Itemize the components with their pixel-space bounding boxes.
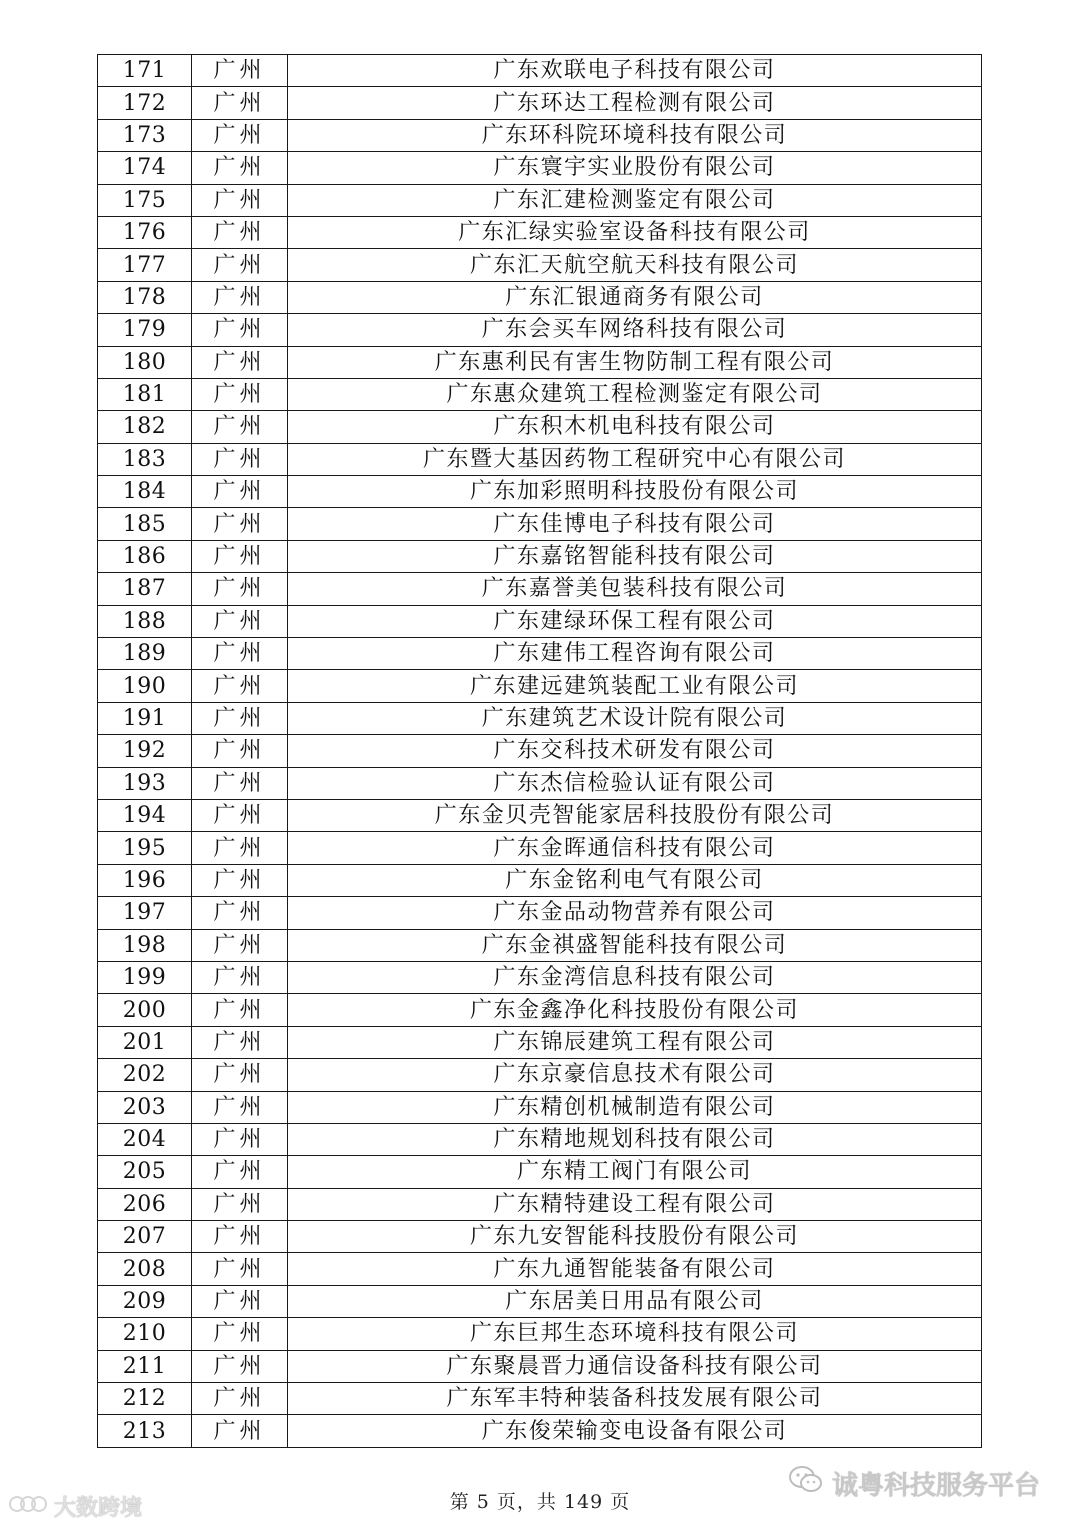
watermark-right-text: 诚粤科技服务平台 (831, 1471, 1040, 1501)
row-city-cell: 广州 (192, 767, 288, 799)
row-company-name-cell: 广东寰宇实业股份有限公司 (288, 152, 982, 184)
row-company-name-cell: 广东建远建筑装配工业有限公司 (288, 670, 982, 702)
row-city-cell: 广州 (192, 1415, 288, 1447)
table-row (98, 864, 982, 896)
row-company-name-cell: 广东汇天航空航天科技有限公司 (288, 249, 982, 281)
row-number-cell: 173 (98, 119, 192, 151)
table-row (98, 378, 982, 410)
table-row (98, 411, 982, 443)
row-city-cell: 广州 (192, 1123, 288, 1155)
row-company-name-cell: 广东惠众建筑工程检测鉴定有限公司 (288, 378, 982, 410)
page-number-label: 第 5 页，共 149 页 (449, 1491, 631, 1513)
row-city-cell: 广州 (192, 1350, 288, 1382)
row-company-name-cell: 广东九通智能装备有限公司 (288, 1253, 982, 1285)
row-city-cell: 广州 (192, 87, 288, 119)
row-city-cell: 广州 (192, 1026, 288, 1058)
table-row (98, 87, 982, 119)
row-number-cell: 179 (98, 314, 192, 346)
row-company-name-cell: 广东欢联电子科技有限公司 (288, 55, 982, 87)
row-city-cell: 广州 (192, 994, 288, 1026)
row-company-name-cell: 广东精创机械制造有限公司 (288, 1091, 982, 1123)
row-company-name-cell: 广东金贝壳智能家居科技股份有限公司 (288, 799, 982, 831)
table-row (98, 767, 982, 799)
row-city-cell: 广州 (192, 1253, 288, 1285)
table-row (98, 346, 982, 378)
table-row (98, 1285, 982, 1317)
row-number-cell: 194 (98, 799, 192, 831)
table-row (98, 281, 982, 313)
row-company-name-cell: 广东京豪信息技术有限公司 (288, 1059, 982, 1091)
table-row (98, 702, 982, 734)
row-company-name-cell: 广东俊荣输变电设备有限公司 (288, 1415, 982, 1447)
row-city-cell: 广州 (192, 152, 288, 184)
row-company-name-cell: 广东嘉誉美包装科技有限公司 (288, 573, 982, 605)
row-city-cell: 广州 (192, 929, 288, 961)
row-city-cell: 广州 (192, 55, 288, 87)
row-number-cell: 172 (98, 87, 192, 119)
row-number-cell: 203 (98, 1091, 192, 1123)
row-company-name-cell: 广东金湾信息科技有限公司 (288, 961, 982, 993)
row-number-cell: 186 (98, 540, 192, 572)
table-row (98, 638, 982, 670)
row-number-cell: 188 (98, 605, 192, 637)
row-company-name-cell: 广东居美日用品有限公司 (288, 1285, 982, 1317)
table-row (98, 1091, 982, 1123)
table-row (98, 832, 982, 864)
row-city-cell: 广州 (192, 508, 288, 540)
row-company-name-cell: 广东精地规划科技有限公司 (288, 1123, 982, 1155)
row-number-cell: 184 (98, 476, 192, 508)
row-city-cell: 广州 (192, 897, 288, 929)
row-number-cell: 175 (98, 184, 192, 216)
row-city-cell: 广州 (192, 1059, 288, 1091)
row-number-cell: 177 (98, 249, 192, 281)
row-company-name-cell: 广东会买车网络科技有限公司 (288, 314, 982, 346)
row-company-name-cell: 广东金晖通信科技有限公司 (288, 832, 982, 864)
row-city-cell: 广州 (192, 1318, 288, 1350)
row-company-name-cell: 广东惠利民有害生物防制工程有限公司 (288, 346, 982, 378)
table-row (98, 897, 982, 929)
table-row (98, 152, 982, 184)
row-company-name-cell: 广东杰信检验认证有限公司 (288, 767, 982, 799)
row-number-cell: 209 (98, 1285, 192, 1317)
row-company-name-cell: 广东环达工程检测有限公司 (288, 87, 982, 119)
row-city-cell: 广州 (192, 1091, 288, 1123)
row-company-name-cell: 广东暨大基因药物工程研究中心有限公司 (288, 443, 982, 475)
row-city-cell: 广州 (192, 1383, 288, 1415)
row-number-cell: 205 (98, 1156, 192, 1188)
row-company-name-cell: 广东金品动物营养有限公司 (288, 897, 982, 929)
row-number-cell: 213 (98, 1415, 192, 1447)
row-city-cell: 广州 (192, 1188, 288, 1220)
table-row (98, 1059, 982, 1091)
row-company-name-cell: 广东佳博电子科技有限公司 (288, 508, 982, 540)
row-number-cell: 211 (98, 1350, 192, 1382)
row-company-name-cell: 广东嘉铭智能科技有限公司 (288, 540, 982, 572)
table-row (98, 443, 982, 475)
table-row (98, 249, 982, 281)
row-number-cell: 206 (98, 1188, 192, 1220)
row-company-name-cell: 广东巨邦生态环境科技有限公司 (288, 1318, 982, 1350)
row-number-cell: 189 (98, 638, 192, 670)
logo-icon (8, 1492, 48, 1522)
row-city-cell: 广州 (192, 378, 288, 410)
table-row (98, 476, 982, 508)
table-row (98, 573, 982, 605)
table-row (98, 1253, 982, 1285)
row-number-cell: 198 (98, 929, 192, 961)
row-city-cell: 广州 (192, 1221, 288, 1253)
watermark-right (788, 1465, 1040, 1502)
table-row (98, 1026, 982, 1058)
row-number-cell: 195 (98, 832, 192, 864)
row-number-cell: 183 (98, 443, 192, 475)
row-company-name-cell: 广东金鑫净化科技股份有限公司 (288, 994, 982, 1026)
row-number-cell: 176 (98, 216, 192, 248)
row-city-cell: 广州 (192, 184, 288, 216)
row-city-cell: 广州 (192, 670, 288, 702)
row-city-cell: 广州 (192, 961, 288, 993)
row-company-name-cell: 广东锦辰建筑工程有限公司 (288, 1026, 982, 1058)
row-city-cell: 广州 (192, 864, 288, 896)
row-company-name-cell: 广东建伟工程咨询有限公司 (288, 638, 982, 670)
watermark-left (8, 1491, 142, 1522)
row-city-cell: 广州 (192, 216, 288, 248)
row-number-cell: 171 (98, 55, 192, 87)
table-row (98, 314, 982, 346)
row-number-cell: 193 (98, 767, 192, 799)
row-company-name-cell: 广东九安智能科技股份有限公司 (288, 1221, 982, 1253)
row-number-cell: 190 (98, 670, 192, 702)
row-company-name-cell: 广东金铭利电气有限公司 (288, 864, 982, 896)
row-company-name-cell: 广东加彩照明科技股份有限公司 (288, 476, 982, 508)
row-number-cell: 212 (98, 1383, 192, 1415)
table-row (98, 929, 982, 961)
wechat-icon (788, 1465, 824, 1502)
table-row (98, 1221, 982, 1253)
row-number-cell: 201 (98, 1026, 192, 1058)
row-number-cell: 196 (98, 864, 192, 896)
row-number-cell: 192 (98, 735, 192, 767)
row-number-cell: 200 (98, 994, 192, 1026)
row-company-name-cell: 广东军丰特种装备科技发展有限公司 (288, 1383, 982, 1415)
row-city-cell: 广州 (192, 638, 288, 670)
row-number-cell: 178 (98, 281, 192, 313)
row-company-name-cell: 广东精工阀门有限公司 (288, 1156, 982, 1188)
row-city-cell: 广州 (192, 702, 288, 734)
row-company-name-cell: 广东环科院环境科技有限公司 (288, 119, 982, 151)
table-row (98, 961, 982, 993)
table-row (98, 1350, 982, 1382)
table-row (98, 540, 982, 572)
row-city-cell: 广州 (192, 346, 288, 378)
row-company-name-cell: 广东精特建设工程有限公司 (288, 1188, 982, 1220)
table-row (98, 216, 982, 248)
table-body (98, 55, 982, 1448)
row-city-cell: 广州 (192, 314, 288, 346)
table-row (98, 1318, 982, 1350)
row-number-cell: 202 (98, 1059, 192, 1091)
row-number-cell: 182 (98, 411, 192, 443)
row-number-cell: 197 (98, 897, 192, 929)
row-city-cell: 广州 (192, 799, 288, 831)
company-list-table (97, 54, 982, 1448)
row-city-cell: 广州 (192, 832, 288, 864)
row-company-name-cell: 广东积木机电科技有限公司 (288, 411, 982, 443)
table-row (98, 994, 982, 1026)
table-row (98, 1156, 982, 1188)
row-city-cell: 广州 (192, 443, 288, 475)
row-company-name-cell: 广东建筑艺术设计院有限公司 (288, 702, 982, 734)
table-row (98, 799, 982, 831)
row-number-cell: 208 (98, 1253, 192, 1285)
row-company-name-cell: 广东汇银通商务有限公司 (288, 281, 982, 313)
table-row (98, 1123, 982, 1155)
row-city-cell: 广州 (192, 540, 288, 572)
row-number-cell: 181 (98, 378, 192, 410)
row-number-cell: 187 (98, 573, 192, 605)
table-row (98, 184, 982, 216)
row-company-name-cell: 广东汇建检测鉴定有限公司 (288, 184, 982, 216)
row-number-cell: 199 (98, 961, 192, 993)
row-number-cell: 191 (98, 702, 192, 734)
row-city-cell: 广州 (192, 1285, 288, 1317)
row-city-cell: 广州 (192, 1156, 288, 1188)
row-company-name-cell: 广东金祺盛智能科技有限公司 (288, 929, 982, 961)
row-city-cell: 广州 (192, 249, 288, 281)
table-row (98, 1383, 982, 1415)
table-row (98, 1415, 982, 1447)
row-city-cell: 广州 (192, 735, 288, 767)
table-row (98, 55, 982, 87)
row-company-name-cell: 广东建绿环保工程有限公司 (288, 605, 982, 637)
row-number-cell: 180 (98, 346, 192, 378)
table-row (98, 1188, 982, 1220)
watermark-left-text: 大数跨境 (54, 1496, 143, 1521)
row-city-cell: 广州 (192, 573, 288, 605)
row-company-name-cell: 广东交科技术研发有限公司 (288, 735, 982, 767)
row-city-cell: 广州 (192, 605, 288, 637)
table-row (98, 735, 982, 767)
table-row (98, 508, 982, 540)
row-company-name-cell: 广东汇绿实验室设备科技有限公司 (288, 216, 982, 248)
row-city-cell: 广州 (192, 411, 288, 443)
row-number-cell: 174 (98, 152, 192, 184)
row-number-cell: 210 (98, 1318, 192, 1350)
row-company-name-cell: 广东聚晨晋力通信设备科技有限公司 (288, 1350, 982, 1382)
row-city-cell: 广州 (192, 119, 288, 151)
row-number-cell: 185 (98, 508, 192, 540)
table-row (98, 605, 982, 637)
row-number-cell: 204 (98, 1123, 192, 1155)
row-number-cell: 207 (98, 1221, 192, 1253)
table-row (98, 670, 982, 702)
row-city-cell: 广州 (192, 281, 288, 313)
row-city-cell: 广州 (192, 476, 288, 508)
table-row (98, 119, 982, 151)
